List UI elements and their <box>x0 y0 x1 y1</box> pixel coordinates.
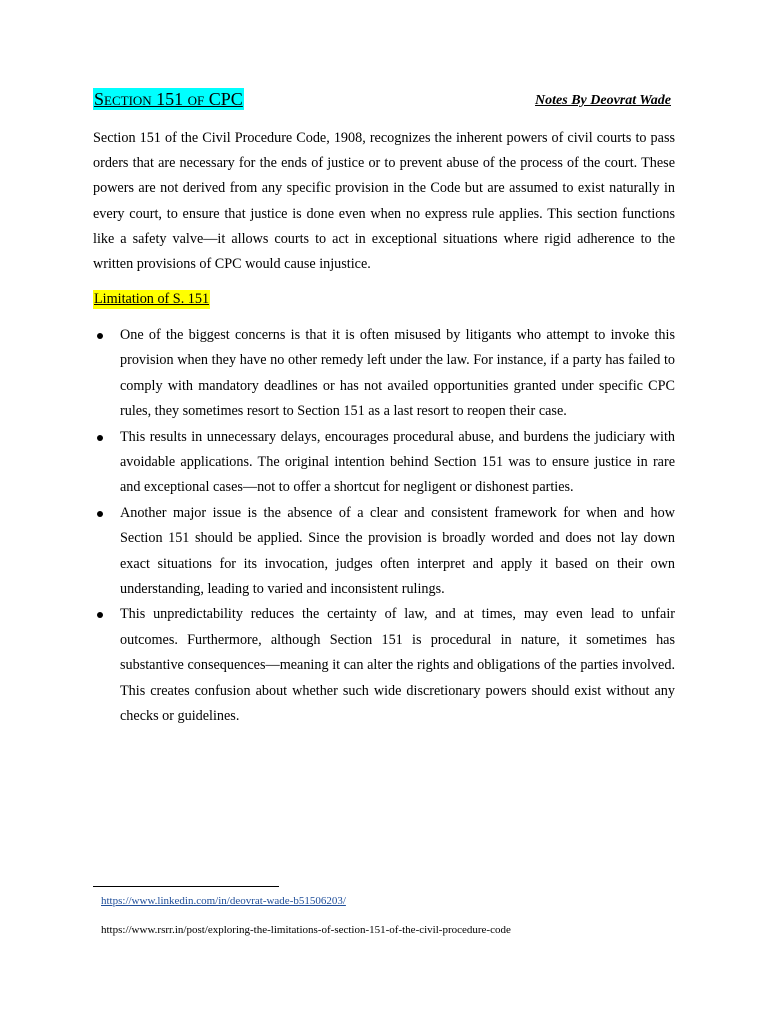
bullet-dot-icon <box>97 511 103 517</box>
list-item-text: One of the biggest concerns is that it is often misused by litigants who attempt to invoke this provision when they have no other remedy left under the law. For instance, if a party has failed to comply with mandatory deadlines or has not availed opportunities granted under specific CPC rules, they sometimes resort to Section 151 as a last resort to reopen their case. <box>120 327 675 420</box>
list-item <box>93 602 675 729</box>
list-item <box>93 501 675 603</box>
bullet-dot-icon <box>97 612 103 618</box>
list-item-text: This unpredictability reduces the certainty of law, and at times, may even lead to unfair outcomes. Furthermore, although Section 151 is procedural in nature, it sometimes has substantive consequences—meaning it can alter the rights and obligations of the parties involved. This creates confusion about whether such wide discretionary powers should exist without any checks or guidelines. <box>120 606 675 725</box>
bullet-dot-icon <box>97 435 103 441</box>
footnote-divider <box>93 886 279 887</box>
limitations-list <box>93 323 675 730</box>
bullet-dot-icon <box>97 333 103 339</box>
section-subheading: Limitation of S. 151 <box>94 291 210 307</box>
list-item <box>93 323 675 425</box>
header-row <box>93 88 675 112</box>
footnote-source-url: https://www.rsrr.in/post/exploring-the-limitations-of-section-151-of-the-civil-procedure-code <box>101 924 511 936</box>
footnote-link-linkedin[interactable]: https://www.linkedin.com/in/deovrat-wade-b51506203/ <box>101 895 346 907</box>
author-credit: Notes By Deovrat Wade <box>535 93 671 108</box>
list-item-text: Another major issue is the absence of a clear and consistent framework for when and how Section 151 should be applied. Since the provision is broadly worded and does not lay down exact situations for its invocation, judges often interpret and apply it based on their own understanding, leading to varied and inconsistent rulings. <box>120 504 675 598</box>
list-item <box>93 425 675 501</box>
page-title: Section 151 of CPC <box>94 89 243 109</box>
list-item-text: This results in unnecessary delays, encourages procedural abuse, and burdens the judiciary with avoidable applications. The original intention behind Section 151 was to ensure justice in rare and exceptional cases—not to offer a shortcut for negligent or dishonest parties. <box>120 428 675 496</box>
intro-paragraph: Section 151 of the Civil Procedure Code, 1908, recognizes the inherent powers of civil courts to pass orders that are necessary for the ends of justice or to prevent abuse of the process of the court. These powers are not derived from any specific provision in the Code but are assumed to exist naturally in every court, to ensure that justice is done even when no express rule applies. This section functions like a safety valve—it allows courts to act in exceptional situations where rigid adherence to the written provisions of CPC would cause injustice. <box>93 130 675 273</box>
